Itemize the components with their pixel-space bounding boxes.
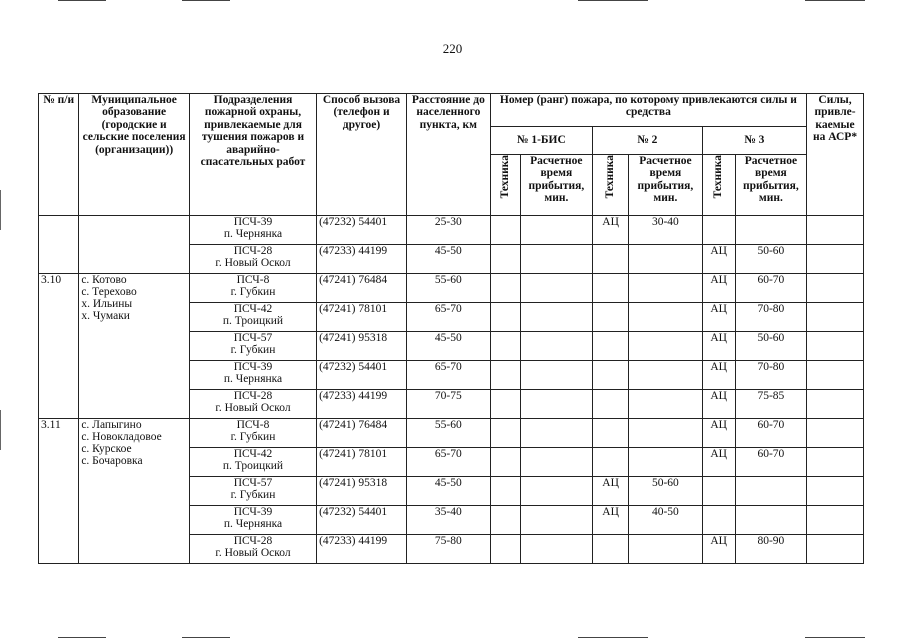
fire-unit-cell [189,245,316,274]
fire-unit-cell [189,390,316,419]
rank1-equipment-cell [490,506,520,535]
phone-cell: (47241) 78101 [317,303,407,332]
rank3-equipment-cell: АЦ [702,390,735,419]
asr-cell [807,216,864,245]
row-number: 3.11 [39,419,79,564]
asr-cell [807,477,864,506]
fire-unit-name: ПСЧ-57 [233,332,273,344]
header-fire-rank: Номер (ранг) пожара, по которому привлекаются силы и средства [490,94,806,127]
rank1-equipment-cell [490,216,520,245]
phone-cell: (47241) 95318 [317,332,407,361]
header-equipment-rank3 [702,155,735,216]
rank2-equipment-cell [593,535,629,564]
rank1-time-cell [520,245,592,274]
fire-unit-name: ПСЧ-39 [233,506,273,518]
phone-cell: (47241) 95318 [317,477,407,506]
rank1-equipment-cell [490,390,520,419]
rank2-equipment-cell: АЦ [593,506,629,535]
header-distance: Расстояние до населенного пункта, км [406,94,490,216]
rank2-time-cell [629,332,702,361]
rank2-equipment-cell: АЦ [593,216,629,245]
asr-cell [807,448,864,477]
fire-unit-location: г. Губкин [230,489,276,501]
rank3-time-cell [735,506,806,535]
fire-unit-name: ПСЧ-28 [233,390,273,402]
rank1-equipment-cell [490,245,520,274]
header-rank-3: № 3 [702,127,806,155]
fire-unit-name: ПСЧ-39 [233,361,273,373]
rank1-time-cell [520,419,592,448]
asr-cell [807,361,864,390]
distance-cell: 70-75 [406,390,490,419]
phone-cell: (47233) 44199 [317,390,407,419]
scan-edge-mark [0,190,1,230]
scan-edge-mark [578,0,648,1]
header-arrival-time-rank1: Расчетное время прибытия, мин. [520,155,592,216]
fire-unit-location: г. Губкин [230,344,276,356]
scan-edge-mark [182,637,230,638]
distance-cell: 55-60 [406,274,490,303]
fire-unit-cell [189,274,316,303]
scan-edge-mark [805,637,865,638]
rank2-time-cell: 30-40 [629,216,702,245]
rank1-equipment-cell [490,274,520,303]
scan-edge-mark [578,637,648,638]
rank3-equipment-cell [702,506,735,535]
rank2-time-cell [629,361,702,390]
distance-cell: 45-50 [406,477,490,506]
phone-cell: (47232) 54401 [317,506,407,535]
header-equipment-rank2 [593,155,629,216]
rank1-equipment-cell [490,361,520,390]
distance-cell: 65-70 [406,361,490,390]
table-row [39,419,864,448]
header-number: № п/и [39,94,79,216]
rank2-equipment-cell [593,448,629,477]
rank1-equipment-cell [490,332,520,361]
distance-cell: 75-80 [406,535,490,564]
header-equipment-label: Техника [604,155,617,199]
fire-unit-cell [189,419,316,448]
settlement-name: с. Новокладовое [81,431,162,443]
rank3-time-cell: 60-70 [735,448,806,477]
rank1-time-cell [520,390,592,419]
phone-cell: (47241) 76484 [317,419,407,448]
fire-unit-location: г. Новый Оскол [215,257,291,269]
rank1-time-cell [520,535,592,564]
rank2-time-cell: 50-60 [629,477,702,506]
scan-edge-mark [182,0,230,1]
rank2-equipment-cell [593,303,629,332]
fire-unit-location: п. Троицкий [222,315,284,327]
header-equipment-label: Техника [498,155,511,199]
header-call-method: Способ вызова (телефон и другое) [317,94,407,216]
header-units: Подразделения пожарной охраны, привлекаемые для тушения пожаров и аварийно-спасательных работ [189,94,316,216]
phone-cell: (47232) 54401 [317,216,407,245]
fire-unit-location: г. Новый Оскол [215,402,291,414]
header-arrival-time-rank2: Расчетное время прибытия, мин. [629,155,702,216]
fire-unit-location: п. Чернянка [223,228,283,240]
rank2-time-cell [629,303,702,332]
fire-unit-name: ПСЧ-8 [236,419,270,431]
header-asr: Силы, привле-каемые на АСР* [807,94,864,216]
settlement-name: с. Терехово [81,286,137,298]
fire-unit-name: ПСЧ-57 [233,477,273,489]
fire-unit-location: п. Чернянка [223,373,283,385]
fire-unit-location: г. Губкин [230,286,276,298]
rank2-equipment-cell [593,274,629,303]
header-equipment-rank1 [490,155,520,216]
asr-cell [807,245,864,274]
phone-cell: (47233) 44199 [317,245,407,274]
rank2-time-cell [629,245,702,274]
rank1-time-cell [520,361,592,390]
settlement-name: с. Курское [81,443,132,455]
rank3-equipment-cell: АЦ [702,332,735,361]
phone-cell: (47232) 54401 [317,361,407,390]
asr-cell [807,419,864,448]
rank1-time-cell [520,332,592,361]
fire-unit-name: ПСЧ-42 [233,448,273,460]
rank3-time-cell: 50-60 [735,245,806,274]
header-rank-2: № 2 [593,127,703,155]
rank1-equipment-cell [490,448,520,477]
rank2-equipment-cell [593,245,629,274]
rank3-equipment-cell: АЦ [702,274,735,303]
phone-cell: (47241) 76484 [317,274,407,303]
header-equipment-label: Техника [712,155,725,199]
rank3-equipment-cell: АЦ [702,303,735,332]
rank3-time-cell: 60-70 [735,419,806,448]
asr-cell [807,535,864,564]
table-row [39,274,864,303]
municipality-cell [79,419,190,564]
rank1-time-cell [520,477,592,506]
distance-cell: 45-50 [406,332,490,361]
rank3-time-cell: 70-80 [735,303,806,332]
scan-edge-mark [58,0,106,1]
municipality-cell [79,216,190,274]
table-row [39,216,864,245]
rank2-time-cell [629,390,702,419]
fire-forces-table [38,93,864,564]
distance-cell: 65-70 [406,303,490,332]
fire-unit-name: ПСЧ-28 [233,245,273,257]
fire-unit-name: ПСЧ-8 [236,274,270,286]
distance-cell: 25-30 [406,216,490,245]
rank1-time-cell [520,274,592,303]
rank1-time-cell [520,303,592,332]
rank1-time-cell [520,506,592,535]
rank2-equipment-cell [593,390,629,419]
rank1-equipment-cell [490,477,520,506]
settlement-name: с. Лапыгино [81,419,142,431]
rank2-equipment-cell [593,332,629,361]
row-number [39,216,79,274]
fire-unit-cell [189,506,316,535]
asr-cell [807,303,864,332]
rank3-time-cell [735,216,806,245]
header-arrival-time-rank3: Расчетное время прибытия, мин. [735,155,806,216]
rank3-time-cell [735,477,806,506]
fire-unit-location: п. Троицкий [222,460,284,472]
rank1-equipment-cell [490,419,520,448]
header-municipality: Муниципальное образование (городские и сельские поселения (организации)) [79,94,190,216]
rank3-equipment-cell: АЦ [702,419,735,448]
fire-unit-name: ПСЧ-42 [233,303,273,315]
rank2-time-cell [629,419,702,448]
rank3-equipment-cell: АЦ [702,535,735,564]
settlement-name: х. Чумаки [81,310,130,322]
scan-edge-mark [0,410,1,450]
fire-unit-cell [189,303,316,332]
rank2-equipment-cell [593,361,629,390]
rank3-time-cell: 75-85 [735,390,806,419]
rank3-equipment-cell [702,477,735,506]
settlement-name: с. Котово [81,274,127,286]
rank3-time-cell: 70-80 [735,361,806,390]
scan-edge-mark [58,637,106,638]
rank3-time-cell: 50-60 [735,332,806,361]
rank2-time-cell: 40-50 [629,506,702,535]
fire-unit-location: п. Чернянка [223,518,283,530]
rank2-time-cell [629,448,702,477]
asr-cell [807,506,864,535]
fire-unit-cell [189,535,316,564]
asr-cell [807,390,864,419]
fire-unit-location: г. Губкин [230,431,276,443]
rank1-time-cell [520,448,592,477]
distance-cell: 65-70 [406,448,490,477]
fire-unit-cell [189,448,316,477]
municipality-cell [79,274,190,419]
rank2-equipment-cell [593,419,629,448]
rank1-equipment-cell [490,535,520,564]
rank3-time-cell: 60-70 [735,274,806,303]
rank3-time-cell: 80-90 [735,535,806,564]
row-number: 3.10 [39,274,79,419]
page-number: 220 [442,41,463,56]
rank1-time-cell [520,216,592,245]
fire-unit-name: ПСЧ-28 [233,535,273,547]
asr-cell [807,332,864,361]
fire-unit-cell [189,332,316,361]
distance-cell: 35-40 [406,506,490,535]
rank2-time-cell [629,535,702,564]
rank2-time-cell [629,274,702,303]
phone-cell: (47233) 44199 [317,535,407,564]
fire-unit-cell [189,361,316,390]
fire-unit-name: ПСЧ-39 [233,216,273,228]
rank3-equipment-cell [702,216,735,245]
fire-unit-cell [189,216,316,245]
fire-unit-cell [189,477,316,506]
fire-unit-location: г. Новый Оскол [215,547,291,559]
rank2-equipment-cell: АЦ [593,477,629,506]
scan-edge-mark [805,0,865,1]
asr-cell [807,274,864,303]
header-rank-1bis: № 1-БИС [490,127,592,155]
distance-cell: 45-50 [406,245,490,274]
rank3-equipment-cell: АЦ [702,245,735,274]
rank3-equipment-cell: АЦ [702,361,735,390]
rank3-equipment-cell: АЦ [702,448,735,477]
phone-cell: (47241) 78101 [317,448,407,477]
settlement-name: х. Ильины [81,298,133,310]
settlement-name: с. Бочаровка [81,455,143,467]
distance-cell: 55-60 [406,419,490,448]
rank1-equipment-cell [490,303,520,332]
